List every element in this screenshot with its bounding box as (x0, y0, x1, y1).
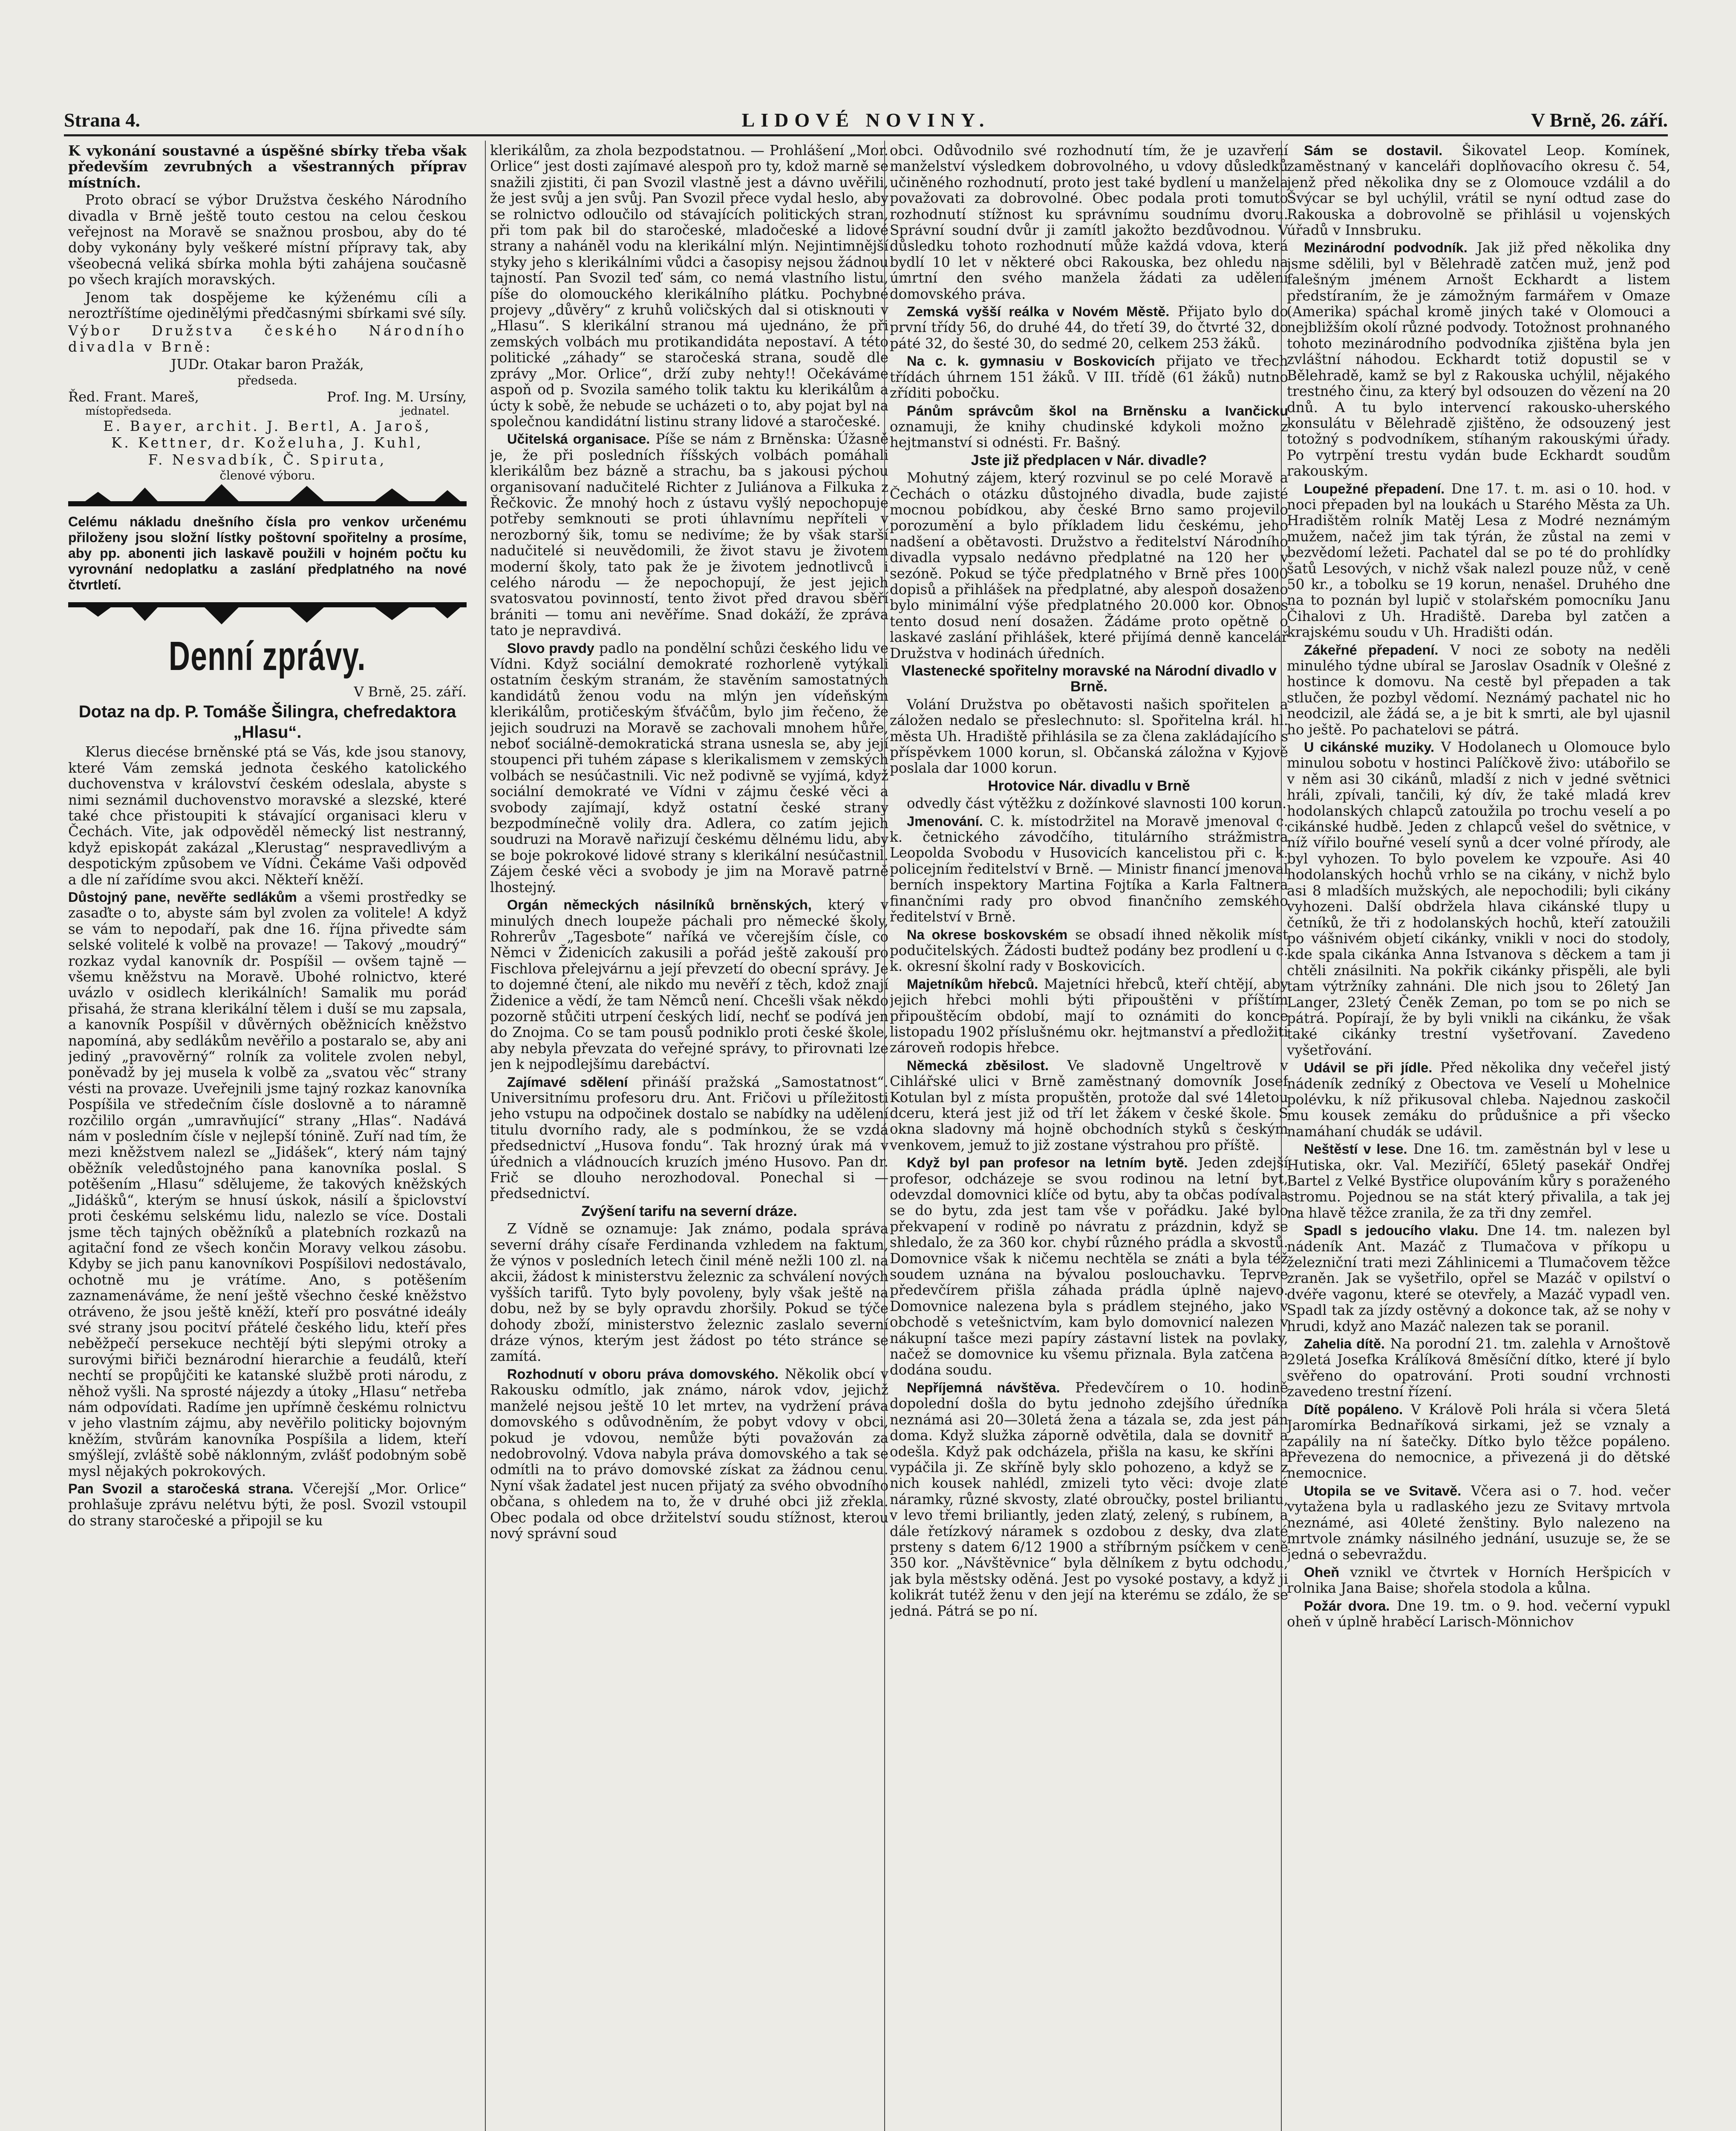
article-title: Na okrese boskovském (907, 927, 1068, 942)
article-title: Pan Svozil a staročeská strana. (68, 1481, 294, 1496)
article-text: Majetníci hřebců, kteří chtějí, aby jejich hřebci mohli býti připouštěni v příštím připouštěcím období, mají to oznámiti do konce listopadu 1902 příslušnému okr. hejtmanství a předložiti zároveň rodopis hřebce. (890, 976, 1288, 1056)
article-title: Neštěstí v lese. (1304, 1141, 1407, 1157)
article-text: V Hodolanech u Olomouce bylo minulou sobotu v hostinci Palíčkově živo: utábořilo se v něm asi 30 cikánů, mladší z nich v jedné světnici hráli, zpívali, tančili, ký dív, že také mladá krev hodolanských chlapců zatoužila po trochu veselí a po cikánské hudbě. Jeden z chlapců vešel do světnice, v níž vířilo bouřné veselí synů a dcer volné přírody, ale byl vyhozen. To bylo povelem ke vzpouře. Asi 40 hodolanských hochů vrhlo se na cikány, v nichž bylo asi 8 mladších mužských, ale nepochodili; byli cikány vyhozeni. Další obdržela hlava cikánské tlupy u četníků, že tři z hodolanských hochů, kteří zatoužili po vášnivém objetí cikánky, vnikli v noci do stodoly, kde spala cikánka Anna Istvanova s děckem a tam ji chtěli znásilniti. Na pokřik cikánky přispěli, ale byli tam výtržníky zahnáni. Dle nich jsou to 26letý Jan Langer, 23letý Čeněk Zeman, po tom se po nich se pátrá. Popírají, že by byli vnikli na cikánku, že však také cikánky trestní vyšetřovaní. Zavedeno vyšetřování. (1287, 739, 1670, 1058)
article-paragraph (1287, 739, 1670, 1058)
article-paragraph (1287, 240, 1670, 479)
article-title: Jmenování. (907, 813, 983, 829)
article-title: Na c. k. gymnasiu v Boskovicích (907, 353, 1155, 369)
article-paragraph (490, 1074, 888, 1202)
signature-name: Řed. Frant. Mareš, (68, 388, 199, 405)
article-paragraph (890, 304, 1288, 352)
article-text: se obsadí ihned několik míst podučitelských. Žádosti budtež podány bez prodlení u c. k. okresní školní rady v Boskovicích. (890, 926, 1288, 975)
subscription-notice: Celému nákladu dnešního čísla pro venkov určenému přiloženy jsou složní lístky poštovní spořitelny a prosíme, aby pp. abonenti jich laskavě použili v hojném počtu ku vyrovnání nedoplatku a zaslání předplatného na nové čtvrtletí. (68, 514, 467, 592)
article-paragraph: Volání Družstva po obětavosti našich spořitelen a záložen nedalo se přeslechnuto: sl. Spořitelna král. hl. města Uh. Hradiště přihlásila se za člena zakládajícího s příspěvkem 1000 korun, sl. Občanská záložna v Kyjově poslala dar 1000 korun. (890, 696, 1288, 777)
article-title: Zemská vyšší reálka v Novém Městě. (907, 304, 1170, 320)
article-paragraph (1287, 1336, 1670, 1400)
article-paragraph (1287, 143, 1670, 238)
article-text: V Králově Poli hrála si včera 5letá Jaromírka Bednaříková sirkami, jež se vznaly a zapálily na ní šatečky. Dítko bylo těžce popáleno. Převezena do nemocnice, a přivezená ji do dětské nemocnice. (1287, 1401, 1670, 1481)
article-text: Několik obcí v Rakousku odmítlo, jak známo, nárok vdov, jejichž manželé nejsou ještě 10 let mrtev, na vydržení práva domovského s odůvodněním, že pobyt vdovy v obci, pokud je vdovou, nemůže býti považován za nedobrovolný. Vdova nabyla práva domovského a tak se odmítli na to právo domovské získat za žádnou cenu. Nyní však žadatel jest nucen přijatý za svého obvodního občana, s ohledem na to, že v druhé obci již zřekla. Obec podala od obce držitelství soudu stížnost, kterou nový správní soud (490, 1366, 888, 1542)
article-paragraph (490, 431, 888, 638)
article-text: Dne 16. tm. zaměstnán byl v lese u Hutiska, okr. Val. Meziříčí, 65letý pasekář Ondřej Bartel z Velké Bystřice olupováním kůry s poraženého stromu. Pojednou se na stát který přivalila, a tak jej na hlavě těžce zranila, že za tři dny zemřel. (1287, 1141, 1670, 1221)
article-text: přináší pražská „Samostatnost“. Universitnímu profesoru dru. Ant. Fričovi u příležitosti jeho vstupu na odpočinek dostalo se nabídky na udělení titulu dvorního rady, ale s podmínkou, že se vzdá předsednictví „Husova fondu“. Tak hrozný úrak má v úřednich a vládnoucích kruzích jméno Husovo. Pan dr. Frič se dlouho nerozhodoval. Ponechal si — předsednictví. (490, 1074, 888, 1202)
article-paragraph (490, 897, 888, 1072)
page-header (64, 109, 1668, 134)
article-text: Jeden zdejší profesor, odcházeje se svou rodinou na letní byt, odevzdal domovnici klíče od bytu, aby ta občas podívala se do bytu, zda jest tam vše v pořádku. Jaké bylo překvapení v rodině po návratu z prázdnin, když se shledalo, že za 360 kor. chybí různého prádla a skvostů. Domovnice však k ničemu nechtěla se znáti a byla též soudem uznána na bývalou poslouchavku. Teprve předevčírem přišla záhada prádla úplně najevo. Domovnice nalezena byla s prádlem stejného, jako v obchodě s vetešnictvím, kam bylo domovnicí nalezen v nákupní tašce mezi papíry zástavní listek na povlaky, načež se domovnice ku všemu přiznala. Byla zatčena a dodána soudu. (890, 1155, 1288, 1378)
article-text: V noci ze soboty na neděli minulého týdne ubíral se Jaroslav Osadník v Olešné z hostince k domovu. Na cestě byl přepaden a tak stlučen, že pozbyl vědomí. Neznámý pachatel nic ho neodcizil, ale žádá se, a je bit k smrti, ale byl ujasnil ho ještě. Po pachatelovi se pátrá. (1287, 641, 1670, 738)
article-paragraph (1287, 1565, 1670, 1597)
article-text: Předevčírem o 10. hodině dopolední došla do bytu jednoho zdejšího úředníka neznámá asi 20—30letá žena a tázala se, zda jest pán doma. Když služka záporně odvětila, dala se dovnitř a odešla. Když pak odcházela, přišla na kasu, ke skříni a vypáčila ji. Ze skříně byly sklo pohozeno, a když se z nich kousek nahlédl, zmizeli tyto věci: dvoje zlaté náramky, různé skvosty, zlaté obroučky, postel briliantu, v levo třemi briliantly, jeden zlatý, zelený, s rubínem, a dále řetízkový náramek s ozdobou z desky, dva zlaté prsteny s datem 6/12 1900 a stříbrným psíčkem v ceně 350 kor. „Návštěvnice“ byla dělníkem z bytu odchodu, jak byla městsky oděná. Jest po vysoké postavy, a když ji kolikrát tutéž ženu v den její na kterému se zdálo, že se jedná. Pátrá se po ní. (890, 1379, 1288, 1619)
article-title: Dotaz na dp. P. Tomáše Šilingra, chefredaktora „Hlasu“. (78, 702, 456, 742)
article-paragraph (890, 1155, 1288, 1378)
article-paragraph (1287, 481, 1670, 641)
article-text: Dne 19. tm. o 9. hod. večerní vypukl oheň v úplně hraběcí Larisch-Mönnichov (1287, 1597, 1670, 1630)
article-title: Vlastenecké spořitelny moravské na Národní divadlo v Brně. (901, 663, 1277, 695)
page-number: Strana 4. (64, 109, 140, 131)
article-paragraph: K vykonání soustavné a úspěšné sbírky třeba však především zevrubných a všestranných příprav místních. (68, 143, 467, 191)
signature-heading: Výbor Družstva českého Národního divadla v Brně: (68, 323, 467, 355)
article-title: Zvýšení tarifu na severní dráze. (581, 1203, 797, 1219)
article-paragraph (890, 976, 1288, 1056)
column-4 (1287, 143, 1670, 2131)
header-rule (64, 134, 1668, 136)
article-paragraph (1287, 1598, 1670, 1630)
article-paragraph: Mohutný zájem, který rozvinul se po celé Moravě a Čechách o otázku důstojného divadla, bude zajisté mocnou pobídkou, aby české Brno samo projevilo porozumění a bylo příkladem lidu českému, jeho nadšení a obětavosti. Družstvo a ředitelství Národního divadla vypsalo nedávno předplatné na 120 her v sezóně. Pokud se týče předplatného v Brně přes 1000 dopisů a přihlášek na předplatné, aby alespoň dosaženo bylo minimální výše předplatného 20.000 kor. Obnos tento dosud není dosažen. Žádáme proto opětně o laskavé zaslání přihlášek, které přijímá denně kancelář Družstva v hodinách úředních. (890, 470, 1288, 661)
article-title: Zahelia dítě. (1304, 1336, 1385, 1352)
article-title: Majetníkům hřebců. (907, 976, 1038, 992)
newspaper-title: LIDOVÉ NOVINY. (741, 109, 990, 131)
article-text: oznamuji, že knihy chudinské kdykoli možno z hejtmanství si odnésti. Fr. Bašný. (890, 418, 1288, 451)
article-paragraph: Proto obrací se výbor Družstva českého Národního divadla v Brně ještě touto cestou na celou českou veřejnost na Moravě se snažnou prosbou, aby do té doby vykonány byly veškeré místní přípravy tak, aby všeobecná veliká sbírka mohla býti zahájena současně po všech krajích moravských. (68, 192, 467, 288)
article-paragraph (890, 927, 1288, 975)
issue-date: V Brně, 26. září. (1531, 109, 1668, 131)
signature-name: JUDr. Otakar baron Pražák, (171, 356, 364, 373)
article-title: Loupežné přepadení. (1304, 481, 1445, 497)
article-title: Jste již předplacen v Nár. divadle? (971, 452, 1207, 468)
column-1 (68, 143, 467, 2131)
signature-roles (68, 405, 467, 418)
article-paragraph: Z Vídně se oznamuje: Jak známo, podala správa severní dráhy císaře Ferdinanda vzhledem na faktum, že výnos v posledních letech činil méně nežli 100 zl. na akcii, žádost k ministerstvu železnic za schválení nových vyšších tarifů. Tyto byly povoleny, byly však ještě na dobu, než by se byly opravdu zhoršily. Pokud se týče dohody zboží, ministerstvo železnic zaslalo severní dráze výnos, kterým jest žádost po této stránce se zamítá. (490, 1221, 888, 1365)
article-paragraph (1287, 1402, 1670, 1481)
signature-names: K. Kettner, dr. Koželuha, J. Kuhl, (111, 435, 424, 451)
article-paragraph: obci. Odůvodnilo své rozhodnutí tím, že je uzavření manželství výsledkem dobrovolného, u vdovy důsledků učiněného rozhodnutí, proto jest také bydlení u manžela považovati za dobrovolné. Obec podala proti tomuto rozhodnutí stížnost ku správnímu soudnímu dvoru. Správní soudní dvůr ji zamítl jakožto bezdůvodnou. V důsledku tohoto rozhodnutí může každá vdova, která bydlí 10 let v některé obci Rakouska, bez ohledu na úmrtní den svého manžela žádati za udělení domovského práva. (890, 143, 1288, 302)
article-text: a všemi prostředky se zasaďte o to, abyste sám byl zvolen za volitele! A když se vám to nepodaří, pak dne 16. října přivedte sám selské volitelé k volbě na provaze! — Takový „moudrý“ rozkaz vydal kanovník dr. Pospíšil — ovšem tajně — všemu kněžstvu na Moravě. Ubohé rolnictvo, které uvázlo v osidlech klerikálních! Samalik mu poráď přisahá, že strana klerikální tělem i duší se mu zapsala, a kanovník Pospíšil v důvěrných oběžnicích kněžstvo napomíná, aby sedlákům nevěřilo a postaralo se, aby ani jediný „pravověrný“ rolník za volitele zvolen nebyl, poněvadž by jej musela k volbě za „svatou věc“ strany vésti na provaze. Uveřejnili jsme tajný rozkaz kanovníka Pospíšila ve středečním čísle doslovně a to náramně rozčililo orgán „umravňující“ strany „Hlas“. Nadává nám v posledním čísle v nejlepší tónině. Zuří nad tím, že mezi kněžstvem nalezl se „Jidášek“, který nám tajný oběžník veledůstojného pana kanovníka poslal. S potěšením „Hlasu“ sdělujeme, že takových kněžských „Jidášků“, kterým se hnusí úskok, násilí a špiclovství proti českému selskému lidu, nalezlo se více. Dostali jsme těch tajných oběžníků a platebních rozkazů na agitační fond ze všech končin Moravy velkou zásobu. Kdyby se jich panu kanovníkovi Pospíšilovi nedostávalo, ochotně mu je vrátíme. Ano, s potěšením zaznamenáváme, že není ještě všechno české kněžstvo otráveno, že jsou ještě kněží, kteří pro posvátné ideály své strany jsou pocitví přátelé českého lidu, kteří přes neběžpečí persekuce nechtějí býti slepými otroky a surovými biřiči beznárodní hierarchie a feudálů, kteří nechtí se propůjčiti ke katanské službě proti národu, z něhož vyšli. Na sprosté nájezdy a útoky „Hlasu“ netřeba nám odpovídati. Radíme jen upřímně českému rolnictvu v jeho vlastním zájmu, aby nevěřilo politicky bojovným kněžím, stvůrám kanovníka Pospíšila a lidem, kteří smýšlejí, zvláště sobě náklonným, zvlášť podobným sobě mysl nějakých pokrokových. (68, 889, 467, 1479)
signature-row (68, 389, 467, 405)
article-paragraph (890, 1380, 1288, 1619)
article-paragraph (68, 889, 467, 1479)
article-title: Udávil se při jídle. (1304, 1060, 1433, 1076)
column-2 (490, 143, 888, 2131)
signature-role: jednatel. (401, 404, 450, 418)
article-text: Včerejší „Mor. Orlice“ prohlašuje zprávu nelétvu býti, že posl. Svozil vstoupil do strany staročeské a připojil se ku (68, 1481, 467, 1529)
article-title: Učitelská organisace. (507, 431, 650, 447)
signature-role: místopředseda. (85, 404, 172, 418)
article-text: Před několika dny večeřel jistý nádeník zedníký z Obectova ve Veselí u Mohelnice polévku, k níž přikusoval chleba. Najednou zaskočil mu kousek zemáku do průdušnice a při všecko namáhaní chudák se udávil. (1287, 1060, 1670, 1140)
article-title: Zajímavé sdělení (507, 1074, 628, 1090)
article-title: Pánům správcům škol na Brněnsku a Ivančicku (907, 403, 1288, 419)
article-title: Rozhodnutí v oboru práva domovského. (507, 1366, 779, 1382)
signature-names: F. Nesvadbík, Č. Spiruta, (148, 451, 387, 468)
article-title: Mezinárodní podvodník. (1304, 240, 1468, 256)
ornament-divider (68, 595, 467, 624)
column-divider (485, 141, 486, 2131)
article-text: C. k. místodržitel na Moravě jmenoval c. k. četnického závodčího, titulárního strážmistra Leopolda Svobodu v Husovicích kancelistou při c. k. policejním ředitelství v Brně. — Ministr financí jmenoval berních inspektory Martina Fojtíka a Karla Faltnera finančními rady pro obvod finančního zemského ředitelství v Brně. (890, 813, 1288, 925)
article-title: Když byl pan profesor na letním bytě. (907, 1155, 1188, 1171)
article-title: Požár dvora. (1304, 1598, 1390, 1614)
article-title: Spadl s jedoucího vlaku. (1304, 1223, 1479, 1239)
article-text: Včera asi o 7. hod. večer vytažena byla u radlaského jezu ze Svitavy mrtvola neznámé, asi 40leté ženštiny. Bylo nalezeno na mrtvole známky násilného jednání, usuzuje se, že se jedná o sebevraždu. (1287, 1482, 1670, 1563)
article-paragraph: klerikálům, za zhola bezpodstatnou. — Prohlášení „Mor. Orlice“ jest dosti zajímavé alespoň pro ty, kdož marně se snažili zjistiti, či pan Svozil vlastně jest a dávno uvěřili, že jest svůj a jen svůj. Pan Svozil přece vydal heslo, aby se rolnictvo odloučilo od stávajících politických stran, při tom pak bil do staročeské, mladočeské a lidové strany a naháněl vodu na klerikální mlýn. Nejintimnější styky jeho s klerikálními vůdci a časopisy nejsou žádnou tajností. Pan Svozil teď sám, co nemá vlastního listu, píše do olomouckého klerikálního plátku. Pochybné projevy „důvěry“ z kruhů voličských dal si otisknouti v „Hlasu“. S klerikální stranou má ujednáno, že při zemských volbách mu protikandidáta nepostaví. A této politické „záhady“ se staročeská strana, soudě dle zprávy „Mor. Orlice“, drží zuby nehty!! Očekáváme aspoň od p. Svozila samého tolik taktu ku klerikálům a úcty k sobě, že nebude se ucházeti o to, aby pojat byl na společnou kandidátní listinu strany lidové a staročeské. (490, 143, 888, 430)
article-paragraph (490, 1366, 888, 1542)
article-text: Na porodní 21. tm. zalehla v Arnoštově 29letá Josefka Králíková 8měsíční dítko, které jí bylo svěřeno do opatrování. Proti soudní vrchnosti zavedeno trestní řízení. (1287, 1336, 1670, 1400)
article-text: Jak již před několika dny jsme sdělili, byl v Bělehradě zatčen muž, jenž pod falešným jménem Arnošt Eckhardt a listem předstíraním, že je zámožným farmářem v Omaze (Amerika) spáchal kromě jiných také v Olomouci a nejbližším okolí různé podvody. Totožnost prohnaného tohoto mezinárodního podvodníka zjištěna byla jen zvláštní náhodou. Eckhardt totiž dopustil se v Bělehradě, kamž se byl z Rakouska uchýlil, nějakého trestného činu, za který byl odsouzen do vězení na 20 dnů. A tu bylo intervencí rakousko-uherského konsulátu v Bělehradě zjištěno, že odsouzený jest totožný s podvodníkem, stíhaným rakouskými úřady. Po vytrpění trestu vydán bude Eckhardt soudům rakouským. (1287, 240, 1670, 479)
article-paragraph (1287, 1223, 1670, 1334)
signature-role: předseda. (237, 373, 297, 387)
article-title: Zákeřné přepadení. (1304, 642, 1439, 658)
section-title: Denní zprávy. (168, 633, 366, 679)
article-title: Německá zběsilost. (907, 1057, 1049, 1073)
article-text: Píše se nám z Brněnska: Úžasně je, že při posledních říšských volbách pomáhali klerikálům bez bázně a strachu, ba s jakousi pýchou organisovaní nadučitelé Richter z Juliánova a Filkuka z Řečkovic. Že mnohý hoch z ústavu vyšlý nepochopuje potřeby semknouti se proti úhlavnímu nepříteli v nerozborný šik, tomu se nedivíme; že by však starší nadučitelé si neuvědomili, že život stavu je životem moderní školy, tato pak že je životem jednotlivců i celého národu — že nepochopují, že jest jejich svatosvatou povinností, tento život před dravou sběří brániti — tomu ani nevěříme. Snad dokáží, že zpráva tato je nepravdivá. (490, 431, 888, 639)
article-title: Sám se dostavil. (1304, 143, 1443, 158)
article-text: Šikovatel Leop. Komínek, zaměstnaný v kanceláři doplňovacího okresu č. 54, jenž před několika dny se z Olomouce vzdálil a do Švýcar se byl uchýlil, vrátil se nyní odtud zase do Rakouska a dobrovolně se přihlásil u vojenských úřadů v Innsbruku. (1287, 143, 1670, 239)
article-title: Oheň (1304, 1564, 1340, 1580)
article-text: Přijato bylo do první třídy 56, do druhé 44, do třetí 39, do čtvrté 32, do páté 32, do šesté 30, do sedmé 20, celkem 253 žáků. (890, 303, 1288, 352)
article-paragraph (890, 353, 1288, 401)
article-paragraph (1287, 1141, 1670, 1221)
article-paragraph: Klerus diecése brněnské ptá se Vás, kde jsou stanovy, které Vám zemská jednota českého katolického duchovenstva v království českém odeslala, abyste s nimi seznámil duchovenstvo moravské a slezské, které také chce přistoupiti k stávající organisaci kleru v Čechách. Vite, jak odpověděl německý list nestranný, když episkopát zakázal „Klerustag“ nespravedlivým a despotickým způsobem ve Vídni. Čekáme Vaši odpověď a dle ní zařídíme svou akci. Někteří kněží. (68, 744, 467, 888)
article-paragraph (890, 814, 1288, 925)
column-3 (890, 143, 1288, 2131)
article-paragraph (490, 641, 888, 896)
article-title: Orgán německých násilníků brněnských, (507, 897, 812, 913)
article-paragraph (1287, 642, 1670, 738)
article-title: Utopila se ve Svitavě. (1304, 1483, 1462, 1499)
signature-names: E. Bayer, archit. J. Bertl, A. Jaroš, (103, 418, 432, 434)
section-date: V Brně, 25. září. (354, 683, 467, 700)
article-text: padlo na pondělní schůzi českého lidu ve Vídni. Když sociální demokraté rozhorleně vytýkali ostatním českým stranám, že stavěním samostatných kandidátů ženou vodu na mlýn jen vídeňským klerikálům, protičeským šťváčům, bylo jim řečeno, že jejich soudruzi na Moravě se zachovali mnohem hůře, neboť sociálně-demokratická strana usnesla se, aby její stoupenci při tuhém zápase s klerikalismem v zemských volbách se nesúčastnili. Vic než podivně se vyjímá, když sociální demokraté ve Vídni v zájmu české věci a svobody zajímají, když ostatní české strany bezpodmínečně volily dra. Adlera, co zatím jejich soudruzi na Moravě nařizují českému dělnému lidu, aby se boje pokrokové lidové strany s klerikální nesúčastnil. Zájem české věci a svobody je jim na Moravě patrně lhostejný. (490, 640, 888, 895)
article-title: Slovo pravdy (507, 640, 594, 656)
article-title: Nepříjemná návštěva. (907, 1380, 1060, 1395)
article-paragraph: odvedly část výtěžku z dožínkové slavnosti 100 korun. (907, 795, 1287, 812)
article-paragraph (68, 1481, 467, 1529)
article-paragraph: Jenom tak dospějeme ke kýženému cíli a neroztříštíme ojedinělými předčasnými sbírkami své síly. (68, 289, 467, 322)
article-text: který v minulých dnech loupeže páchali pro německé školy, Rohrerův „Tagesbote“ naříká ve včerejším čísle, co Němci v Židenicích zakusili a pořád ještě zakouší pro Fischlova přelejvárnu a její převzetí do obecní správy. Je to dojemné čtení, ale nikdo mu nevěří z těch, kdož znají Židenice a vědí, že tam Němců není. Chcešli však někdo pozorně stůčiti utrpení českých lidí, nechť se podívá jen do Znojma. Co se tam pousů podniklo proti české škole, aby nebyla převzata do veřejné správy, to přirovnati lze jen k nejpodlejšímu darebáctví. (490, 897, 888, 1073)
article-text: Ve sladovně Ungeltrově v Cihlářské ulici v Brně zaměstnaný domovník Josef Kotulan byl z místa propuštěn, protože dal své 14letou dceru, která jest již od tří let žákem v české škole. S okna sladovny má hojně obchodních styků s českým venkovem, jemuž to již zostane výstrahou pro příště. (890, 1057, 1288, 1153)
article-title: Dítě popáleno. (1304, 1401, 1403, 1417)
article-text: vznikl ve čtvrtek v Horních Heršpicích v rolnika Jana Baise; shořela stodola a kůlna. (1287, 1564, 1670, 1597)
signature-name: Prof. Ing. M. Ursíny, (327, 388, 467, 405)
article-text: přijato ve třech třídách úhrnem 151 žáků. V III. třídě (61 žáků) nutno zříditi pobočku. (890, 353, 1288, 401)
signature-role: členové výboru. (219, 468, 315, 482)
article-text: Dne 14. tm. nalezen byl nádeník Ant. Mazáč z Tlumačova v příkopu u železniční trati mezi Záhlinicemi a Tlumačovem těžce zraněn. Jak se vyšetřilo, opřel se Mazáč v opilství o dvéře vagonu, které se otevřely, a Mazáč vypadl ven. Spadl tak za jízdy ostěvný a dokonce tak, až se nohy v hrudi, když ano Mazáč nalezen tak se poranil. (1287, 1222, 1670, 1334)
article-title: U cikánské muziky. (1304, 739, 1435, 755)
article-paragraph (1287, 1060, 1670, 1140)
article-title: Důstojný pane, nevěřte sedlákům (68, 889, 297, 905)
article-paragraph (890, 403, 1288, 451)
article-text: Dne 17. t. m. asi o 10. hod. v noci přepaden byl na loukách u Starého Města za Uh. Hradištěm rolník Matěj Lesa z Modré neznámým mužem, načež jim tak týrán, že zůstal na zemi v bezvědomí ležeti. Pachatel dal se po té do prohlídky šatů Lesových, v nichž však nalezl pouze nůž, v ceně 50 kr., a tobolku se 19 korun, nenašel. Druhého dne na to poznán byl lupič v stolařském pomocníku Janu Čihalovi z Uh. Hradiště. Dareba byl zatčen a krajskému soudu v Uh. Hradišti odán. (1287, 480, 1670, 641)
article-paragraph (890, 1058, 1288, 1153)
article-paragraph (1287, 1483, 1670, 1563)
article-title: Hrotovice Nár. divadlu v Brně (988, 777, 1190, 794)
ornament-divider (68, 484, 467, 514)
